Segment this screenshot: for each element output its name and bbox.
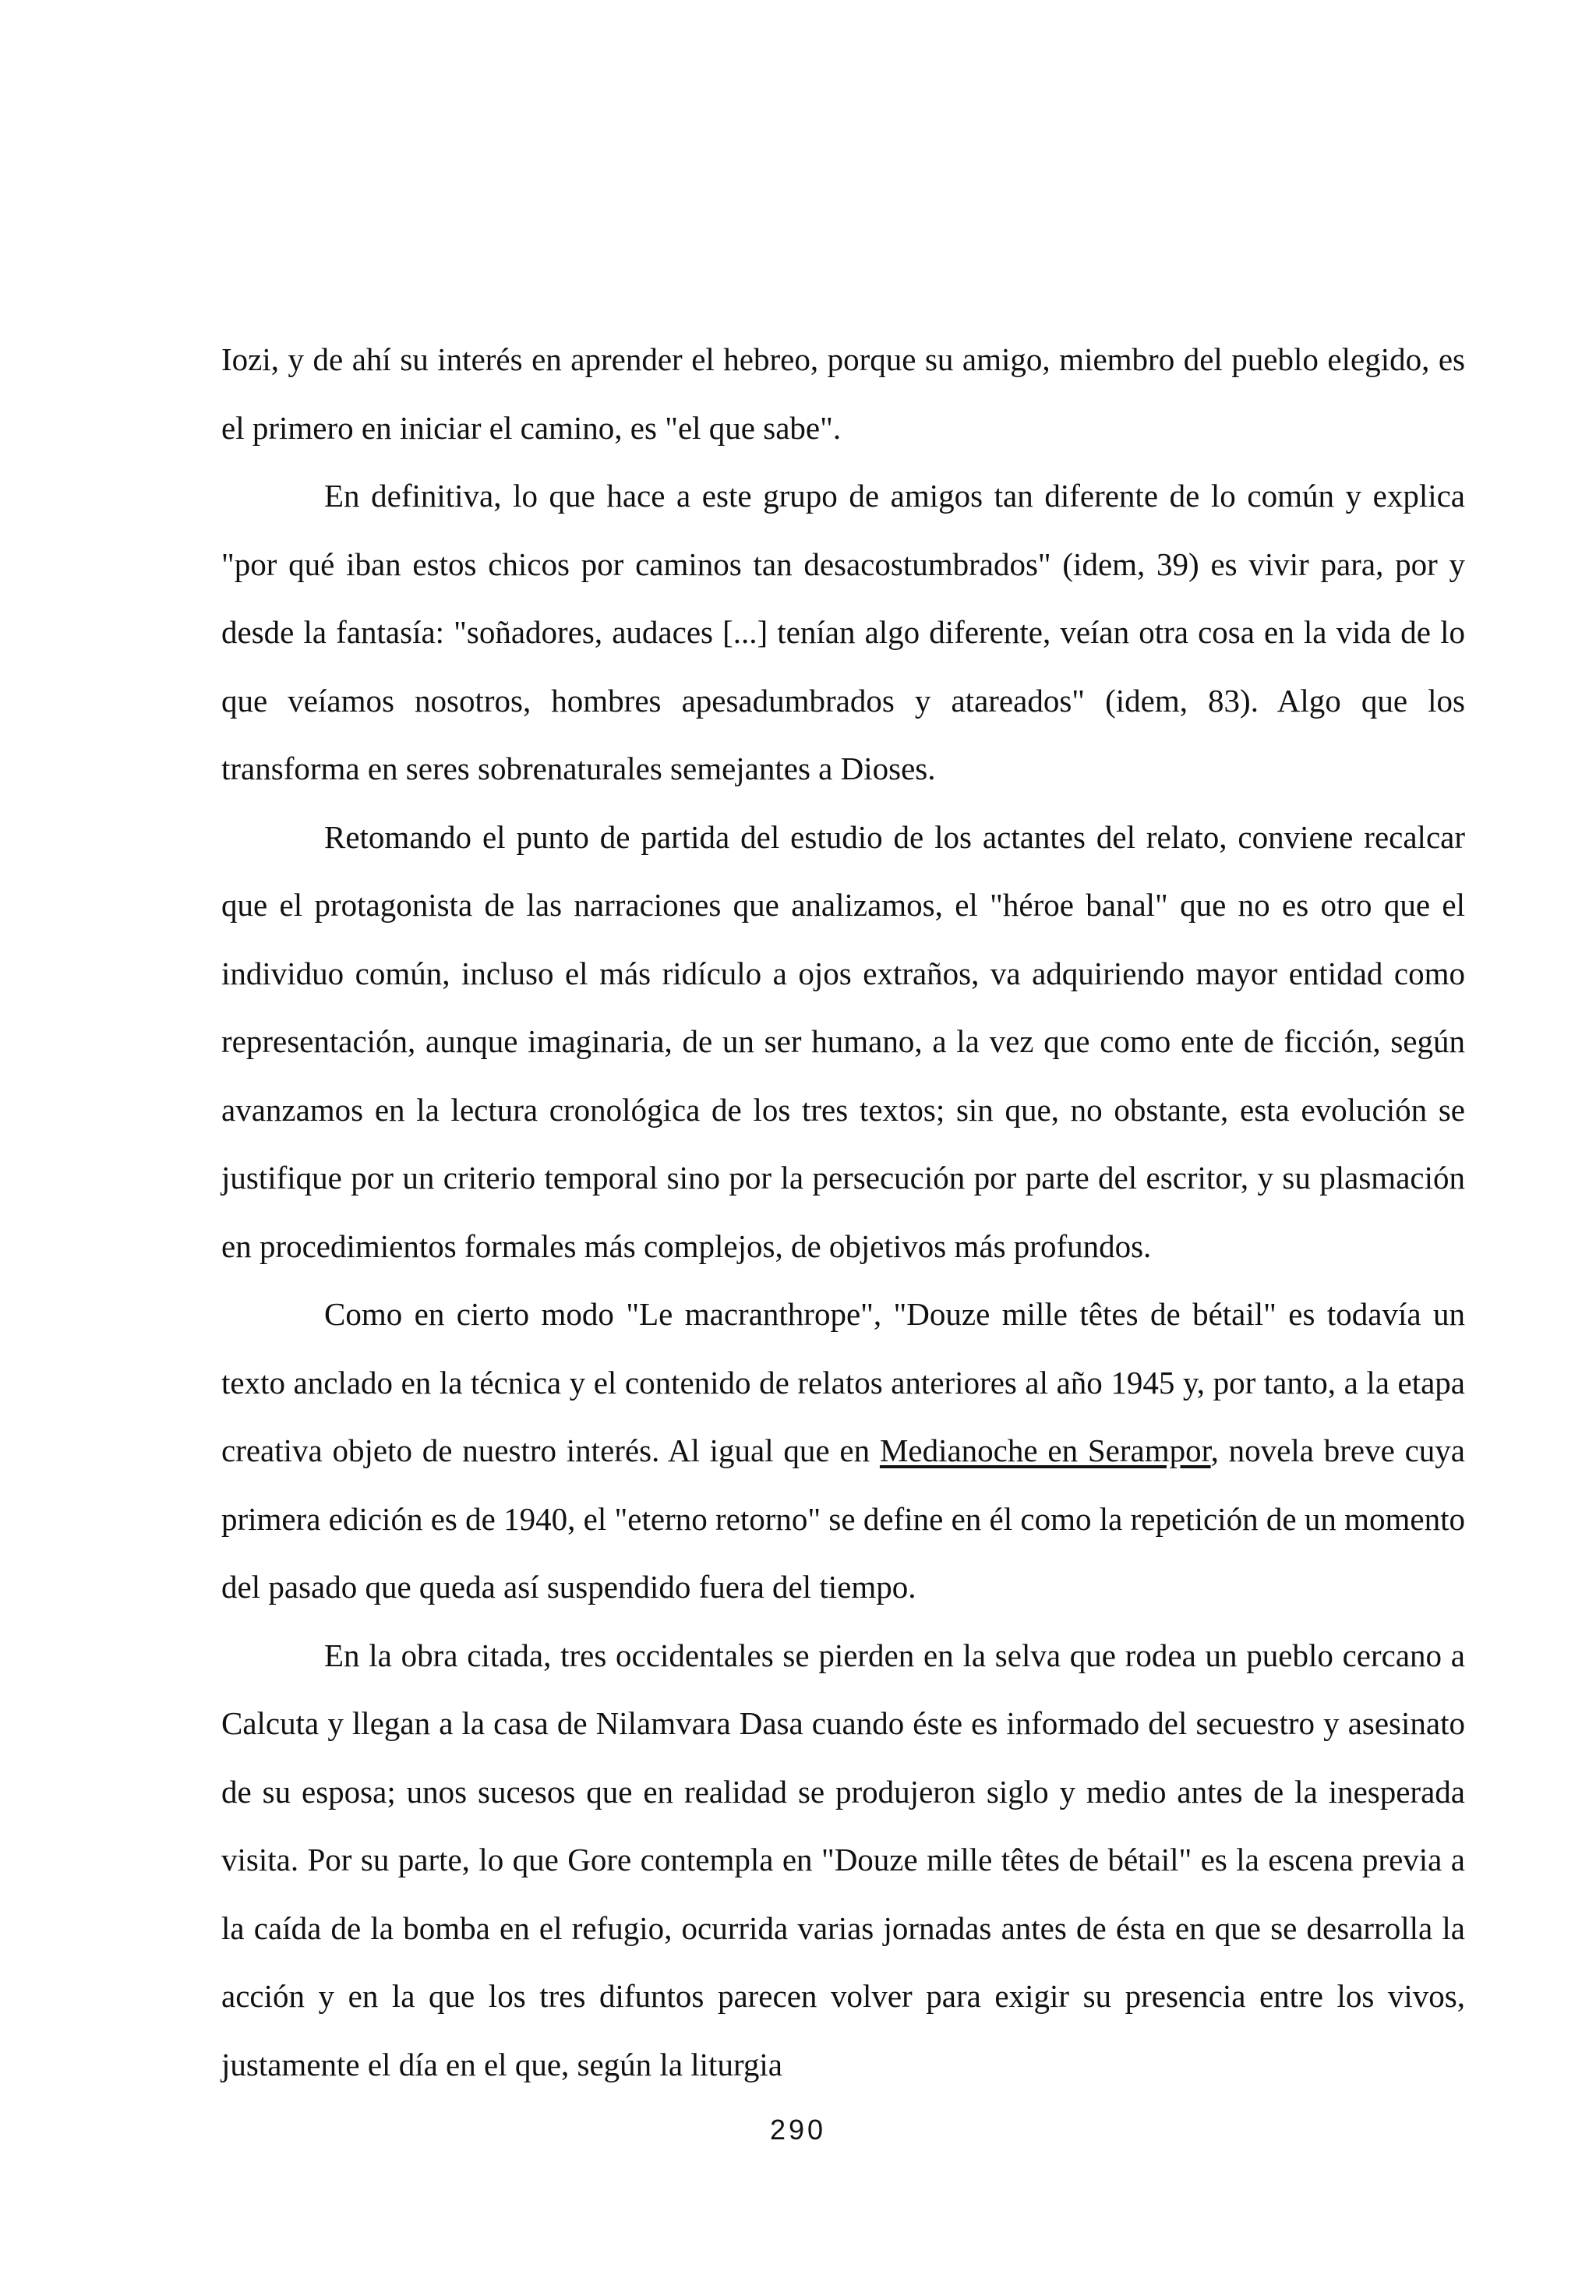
paragraph-1 [221, 326, 1465, 462]
paragraph-2-text: En definitiva, lo que hace a este grupo de amigos tan diferente de lo común y explica "por qué iban estos chicos por caminos tan desacostumbrados" (idem, 39) es vivir para, por y desde la fantasía: "soñadores, audaces [...] tenían algo diferente, veían otra cosa en la vida de lo que veíamos nosotros, hombres apesadumbrados y atareados" (idem, 83). Algo que los transforma en seres sobrenaturales semejantes a Dioses. [221, 478, 1465, 786]
page-body [221, 326, 1465, 2099]
paragraph-5-text: En la obra citada, tres occidentales se pierden en la selva que rodea un pueblo cercano a Calcuta y llegan a la casa de Nilamvara Dasa cuando éste es informado del secuestro y asesinato de su esposa; unos sucesos que en realidad se produjeron siglo y medio antes de la inesperada visita. Por su parte, lo que Gore contempla en "Douze mille têtes de bétail" es la escena previa a la caída de la bomba en el refugio, ocurrida varias jornadas antes de ésta en que se desarrolla la acción y en la que los tres difuntos parecen volver para exigir su presencia entre los vivos, justamente el día en el que, según la liturgia [221, 1637, 1465, 2082]
paragraph-5 [221, 1622, 1465, 2100]
page-number: 290 [769, 2114, 827, 2146]
paragraph-4 [221, 1280, 1465, 1622]
paragraph-2 [221, 462, 1465, 804]
paragraph-4-text-start: Como en cierto modo "Le macranthrope", "Douze mille têtes de bétail" es todavía un texto anclado en la técnica y el contenido de relatos anteriores al año 1945 y, por tanto, a la etapa creativa objeto de nuestro interés. Al igual que en [221, 1296, 1465, 1468]
paragraph-3-text: Retomando el punto de partida del estudio de los actantes del relato, conviene recalcar que el protagonista de las narraciones que analizamos, el "héroe banal" que no es otro que el individuo común, incluso el más ridículo a ojos extraños, va adquiriendo mayor entidad como representación, aunque imaginaria, de un ser humano, a la vez que como ente de ficción, según avanzamos en la lectura cronológica de los tres textos; sin que, no obstante, esta evolución se justifique por un criterio temporal sino por la persecución por parte del escritor, y su plasmación en procedimientos formales más complejos, de objetivos más profundos. [221, 818, 1465, 1264]
book-title-underlined: Medianoche en Serampor [879, 1432, 1211, 1468]
paragraph-1-text: Iozi, y de ahí su interés en aprender el hebreo, porque su amigo, miembro del pueblo elegido, es el primero en iniciar el camino, es "el que sabe". [221, 341, 1465, 446]
paragraph-3 [221, 804, 1465, 1281]
paragraph-4-text-end: , novela breve cuya primera edición es de 1940, el "eterno retorno" se define en él como la repetición de un momento del pasado que queda así suspendido fuera del tiempo. [221, 1432, 1465, 1605]
